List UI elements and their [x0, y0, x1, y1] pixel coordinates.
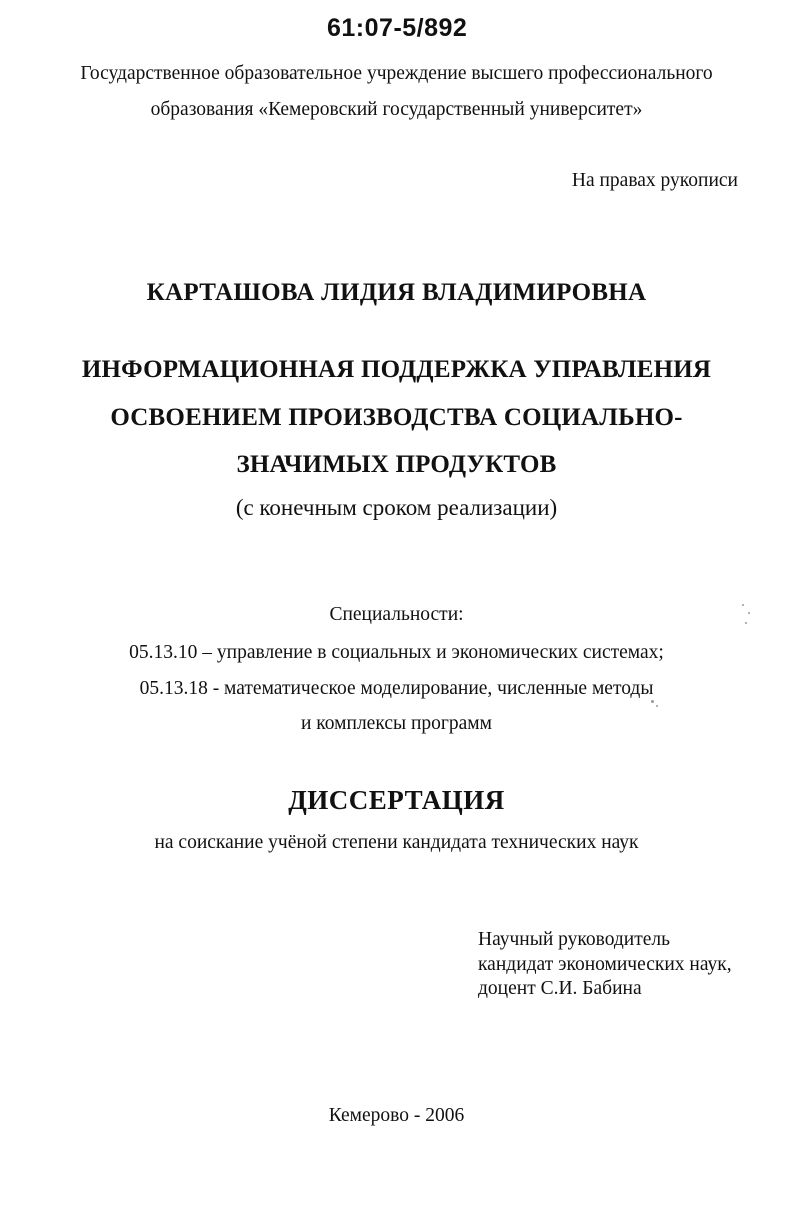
manuscript-note: На правах рукописи — [571, 170, 738, 191]
scan-speck — [742, 604, 744, 606]
supervisor-line-2: кандидат экономических наук, — [478, 954, 732, 975]
document-type: ДИССЕРТАЦИЯ — [288, 785, 505, 815]
specialties-heading: Специальности: — [329, 604, 464, 625]
degree-line: на соискание учёной степени кандидата технических наук — [154, 832, 639, 853]
specialty-item: 05.13.10 – управление в социальных и экономических системах; — [129, 642, 664, 663]
city-year: Кемерово - 2006 — [328, 1105, 465, 1126]
specialty-item: 05.13.18 - математическое моделирование, численные методы — [139, 678, 654, 699]
title-line-1: ИНФОРМАЦИОННАЯ ПОДДЕРЖКА УПРАВЛЕНИЯ — [81, 356, 712, 383]
institution-line-1: Государственное образовательное учреждение высшего профессионального — [80, 63, 713, 84]
title-line-2: ОСВОЕНИЕМ ПРОИЗВОДСТВА СОЦИАЛЬНО- — [110, 404, 683, 431]
author-name: КАРТАШОВА ЛИДИЯ ВЛАДИМИРОВНА — [146, 279, 647, 306]
institution-line-2: образования «Кемеровский государственный университет» — [150, 99, 643, 120]
scan-speck — [748, 612, 750, 614]
supervisor-line-1: Научный руководитель — [478, 929, 671, 950]
catalog-number: 61:07-5/892 — [327, 14, 468, 42]
scan-speck — [656, 705, 658, 707]
scan-speck — [651, 700, 654, 703]
title-subtitle: (с конечным сроком реализации) — [235, 495, 558, 520]
scan-speck — [745, 622, 747, 624]
specialty-item: и комплексы программ — [301, 713, 492, 734]
title-line-3: ЗНАЧИМЫХ ПРОДУКТОВ — [236, 451, 557, 478]
supervisor-line-3: доцент С.И. Бабина — [478, 978, 642, 999]
